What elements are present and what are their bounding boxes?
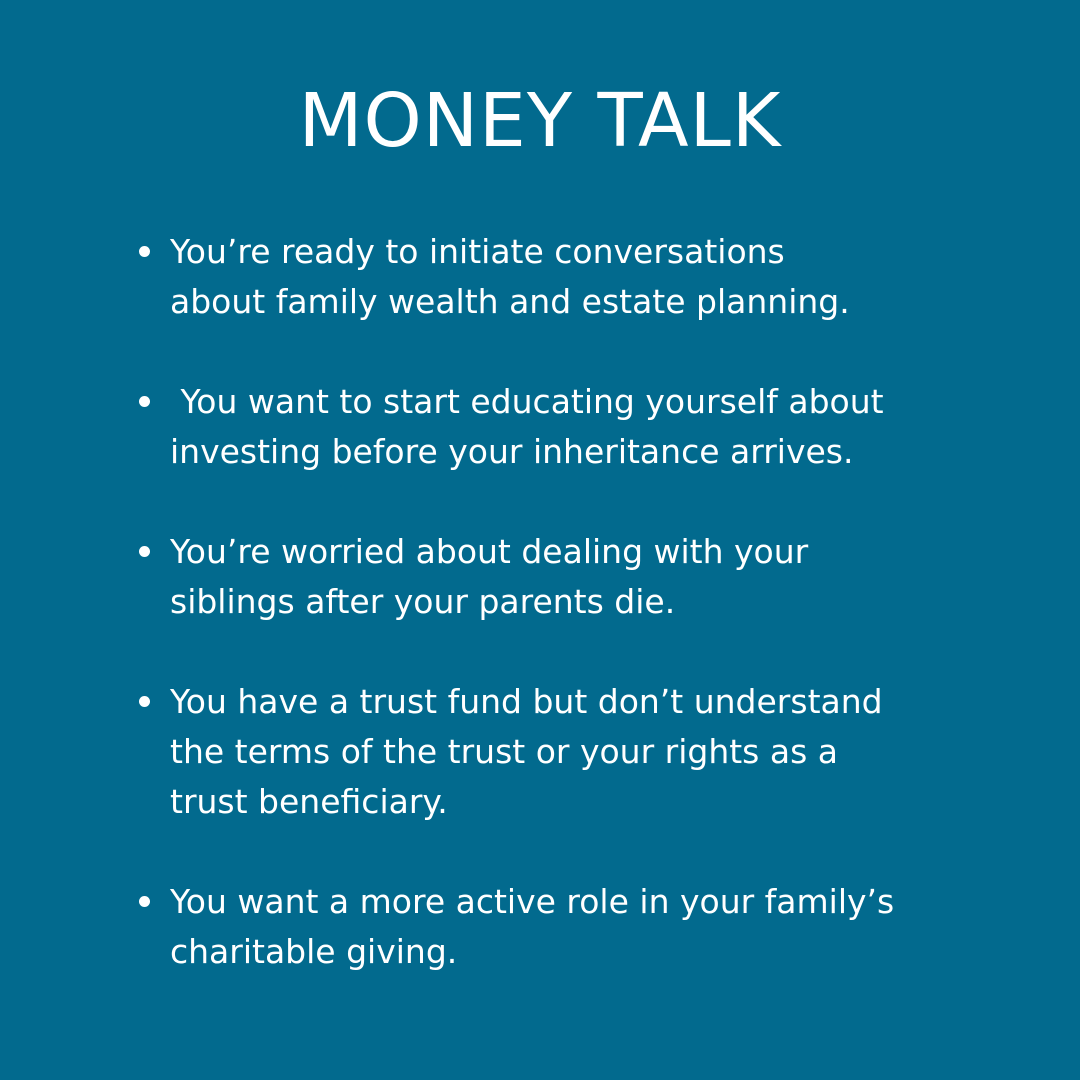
bullet-list: [138, 227, 1038, 1027]
list-item-line: You’re worried about dealing with your: [170, 532, 809, 571]
page-title: MONEY TALK: [298, 78, 782, 164]
bullet-icon: [139, 396, 150, 407]
list-item: [138, 377, 1038, 477]
list-item-line: about family wealth and estate planning.: [170, 282, 850, 321]
list-item-line: trust beneficiary.: [170, 782, 448, 821]
list-item: [138, 527, 1038, 627]
list-item: [138, 227, 1038, 327]
list-item-line: siblings after your parents die.: [170, 582, 676, 621]
bullet-icon: [139, 896, 150, 907]
list-item-line: charitable giving.: [170, 932, 458, 971]
list-item-line: You’re ready to initiate conversations: [170, 232, 785, 271]
list-item-line: You want to start educating yourself about: [170, 382, 884, 421]
list-item-line: You have a trust fund but don’t understand: [170, 682, 883, 721]
bullet-icon: [139, 696, 150, 707]
list-item-line: You want a more active role in your family’s: [170, 882, 895, 921]
list-item-line: investing before your inheritance arrives.: [170, 432, 854, 471]
bullet-icon: [139, 246, 150, 257]
list-item-line: the terms of the trust or your rights as a: [170, 732, 838, 771]
bullet-icon: [139, 546, 150, 557]
list-item: [138, 677, 1038, 827]
list-item: [138, 877, 1038, 977]
